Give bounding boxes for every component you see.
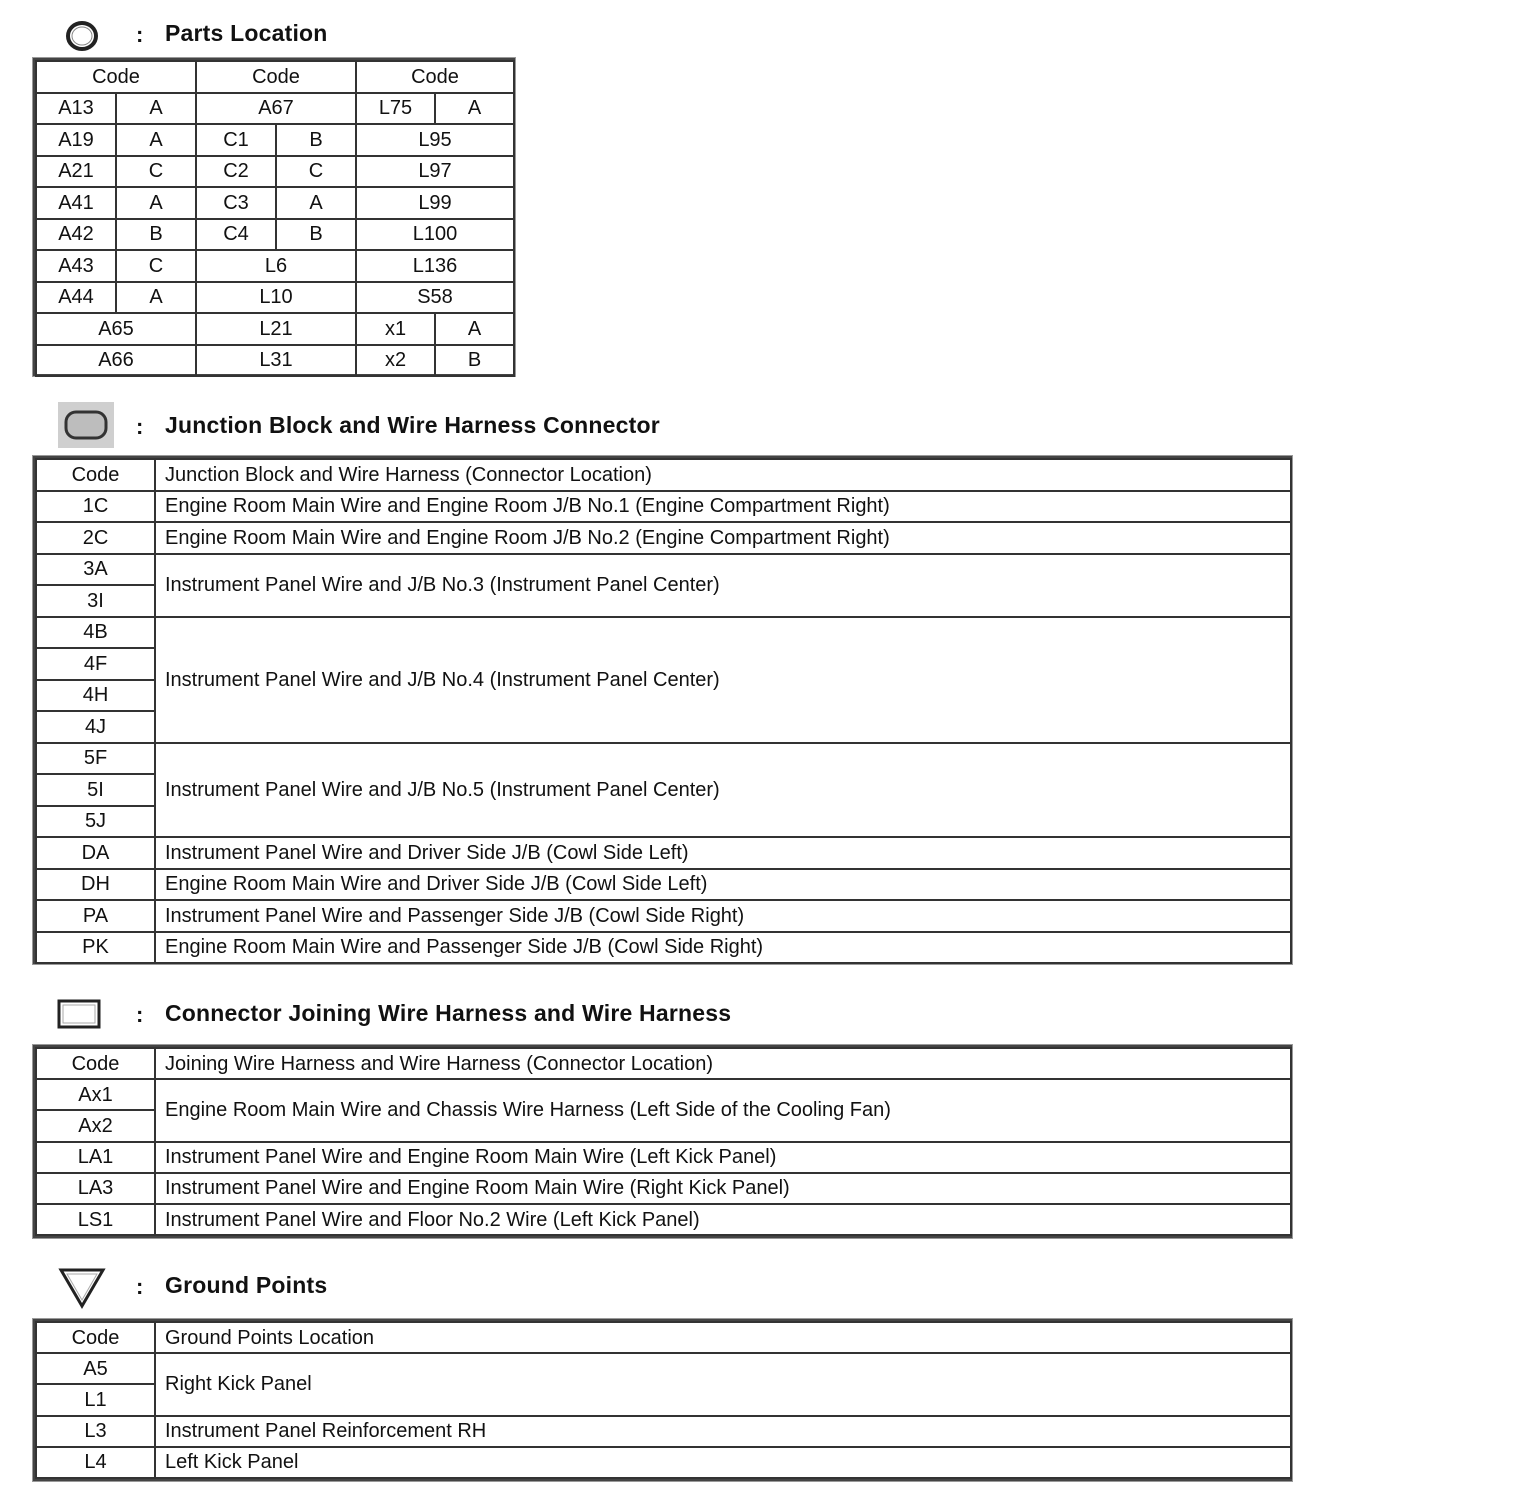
parts-location-table xyxy=(35,60,515,377)
column-header: Code xyxy=(36,61,196,93)
header-row xyxy=(36,1048,1291,1079)
part-code: L99 xyxy=(356,187,514,219)
table-row xyxy=(36,1142,1291,1173)
part-code: A41 xyxy=(36,187,116,219)
table-row xyxy=(36,1204,1291,1235)
table-row xyxy=(36,743,1291,775)
part-code: C3 xyxy=(196,187,276,219)
table-row xyxy=(36,617,1291,649)
connector-code: Ax2 xyxy=(36,1110,155,1141)
location-column-header: Ground Points Location xyxy=(155,1322,1291,1353)
location-letter: A xyxy=(116,187,196,219)
connector-location: Instrument Panel Reinforcement RH xyxy=(155,1416,1291,1447)
connector-location: Engine Room Main Wire and Chassis Wire Harness (Left Side of the Cooling Fan) xyxy=(155,1079,1291,1141)
part-code: A13 xyxy=(36,93,116,125)
part-code: L100 xyxy=(356,219,514,251)
part-code: C4 xyxy=(196,219,276,251)
connector-location: Engine Room Main Wire and Passenger Side J/B (Cowl Side Right) xyxy=(155,932,1291,964)
connector-code: L4 xyxy=(36,1447,155,1478)
connector-code: L3 xyxy=(36,1416,155,1447)
header-row xyxy=(36,1322,1291,1353)
connector-code: 4B xyxy=(36,617,155,649)
connector-location: Instrument Panel Wire and J/B No.5 (Instrument Panel Center) xyxy=(155,743,1291,838)
part-code: L21 xyxy=(196,313,356,345)
colon: : xyxy=(136,414,144,439)
connector-code: PK xyxy=(36,932,155,964)
location-letter: A xyxy=(435,313,514,345)
table-row xyxy=(36,900,1291,932)
connector-joining-table xyxy=(35,1047,1292,1236)
table-row xyxy=(36,313,514,345)
connector-code: 4F xyxy=(36,648,155,680)
column-header: Code xyxy=(356,61,514,93)
connector-code: 5F xyxy=(36,743,155,775)
table-row xyxy=(36,1416,1291,1447)
colon: : xyxy=(136,22,144,47)
header-row xyxy=(36,61,514,93)
connector-location: Instrument Panel Wire and Engine Room Main Wire (Left Kick Panel) xyxy=(155,1142,1291,1173)
parts-location-heading-row xyxy=(0,14,1300,54)
connector-code: 3I xyxy=(36,585,155,617)
connector-location: Instrument Panel Wire and J/B No.3 (Instrument Panel Center) xyxy=(155,554,1291,617)
connector-code: 2C xyxy=(36,522,155,554)
connector-location: Right Kick Panel xyxy=(155,1353,1291,1415)
location-column-header: Junction Block and Wire Harness (Connector Location) xyxy=(155,459,1291,491)
junction-block-title: Junction Block and Wire Harness Connector xyxy=(165,412,660,438)
location-letter: B xyxy=(276,124,356,156)
connector-location: Instrument Panel Wire and Engine Room Main Wire (Right Kick Panel) xyxy=(155,1173,1291,1204)
table-row xyxy=(36,156,514,188)
connector-location: Instrument Panel Wire and J/B No.4 (Instrument Panel Center) xyxy=(155,617,1291,743)
connector-code: DA xyxy=(36,837,155,869)
table-row xyxy=(36,1079,1291,1110)
part-code: x2 xyxy=(356,345,435,377)
table-row xyxy=(36,1353,1291,1384)
table-row xyxy=(36,837,1291,869)
connector-location: Instrument Panel Wire and Floor No.2 Wire (Left Kick Panel) xyxy=(155,1204,1291,1235)
part-code: A21 xyxy=(36,156,116,188)
part-code: C1 xyxy=(196,124,276,156)
table-row xyxy=(36,554,1291,586)
location-letter: A xyxy=(116,93,196,125)
part-code: L136 xyxy=(356,250,514,282)
table-row xyxy=(36,522,1291,554)
part-code: A19 xyxy=(36,124,116,156)
location-letter: A xyxy=(435,93,514,125)
connector-location: Instrument Panel Wire and Driver Side J/B (Cowl Side Left) xyxy=(155,837,1291,869)
colon: : xyxy=(136,1274,144,1299)
part-code: L75 xyxy=(356,93,435,125)
table-row xyxy=(36,282,514,314)
connector-code: Ax1 xyxy=(36,1079,155,1110)
part-code: A65 xyxy=(36,313,196,345)
part-code: A44 xyxy=(36,282,116,314)
location-letter: A xyxy=(116,124,196,156)
connector-code: 4H xyxy=(36,680,155,712)
code-column-header: Code xyxy=(36,459,155,491)
ground-points-title: Ground Points xyxy=(165,1272,328,1298)
connector-code: LA3 xyxy=(36,1173,155,1204)
part-code: L97 xyxy=(356,156,514,188)
rectangle-icon xyxy=(56,998,102,1030)
location-letter: C xyxy=(116,156,196,188)
location-letter: C xyxy=(276,156,356,188)
part-code: x1 xyxy=(356,313,435,345)
table-row xyxy=(36,187,514,219)
location-letter: A xyxy=(116,282,196,314)
connector-location: Left Kick Panel xyxy=(155,1447,1291,1478)
triangle-down-icon xyxy=(57,1266,107,1310)
code-column-header: Code xyxy=(36,1048,155,1079)
location-letter: B xyxy=(276,219,356,251)
connector-code: A5 xyxy=(36,1353,155,1384)
connector-code: 5I xyxy=(36,774,155,806)
table-row xyxy=(36,250,514,282)
table-row xyxy=(36,869,1291,901)
location-column-header: Joining Wire Harness and Wire Harness (Connector Location) xyxy=(155,1048,1291,1079)
colon: : xyxy=(136,1002,144,1027)
connector-joining-heading-row xyxy=(0,994,1300,1034)
connector-code: L1 xyxy=(36,1384,155,1415)
part-code: A67 xyxy=(196,93,356,125)
connector-code: 3A xyxy=(36,554,155,586)
table-row xyxy=(36,345,514,377)
location-letter: A xyxy=(276,187,356,219)
connector-code: PA xyxy=(36,900,155,932)
table-row xyxy=(36,124,514,156)
junction-block-heading-row xyxy=(0,402,1300,442)
connector-code: LS1 xyxy=(36,1204,155,1235)
code-column-header: Code xyxy=(36,1322,155,1353)
connector-code: 4J xyxy=(36,711,155,743)
part-code: A42 xyxy=(36,219,116,251)
part-code: L6 xyxy=(196,250,356,282)
rounded-rectangle-shaded-icon xyxy=(58,402,114,448)
part-code: L31 xyxy=(196,345,356,377)
location-letter: B xyxy=(116,219,196,251)
ground-points-table xyxy=(35,1321,1292,1479)
connector-location: Instrument Panel Wire and Passenger Side J/B (Cowl Side Right) xyxy=(155,900,1291,932)
location-letter: C xyxy=(116,250,196,282)
table-row xyxy=(36,1173,1291,1204)
connector-code: 5J xyxy=(36,806,155,838)
part-code: A43 xyxy=(36,250,116,282)
header-row xyxy=(36,459,1291,491)
part-code: C2 xyxy=(196,156,276,188)
table-row xyxy=(36,93,514,125)
connector-location: Engine Room Main Wire and Driver Side J/B (Cowl Side Left) xyxy=(155,869,1291,901)
table-row xyxy=(36,932,1291,964)
connector-location: Engine Room Main Wire and Engine Room J/B No.1 (Engine Compartment Right) xyxy=(155,491,1291,523)
connector-code: DH xyxy=(36,869,155,901)
connector-code: LA1 xyxy=(36,1142,155,1173)
circle-icon xyxy=(63,18,101,54)
connector-joining-title: Connector Joining Wire Harness and Wire Harness xyxy=(165,1000,732,1026)
ground-points-heading-row xyxy=(0,1264,1300,1304)
part-code: A66 xyxy=(36,345,196,377)
part-code: L10 xyxy=(196,282,356,314)
junction-block-table xyxy=(35,458,1292,964)
connector-code: 1C xyxy=(36,491,155,523)
part-code: L95 xyxy=(356,124,514,156)
part-code: S58 xyxy=(356,282,514,314)
table-row xyxy=(36,491,1291,523)
table-row xyxy=(36,1447,1291,1478)
column-header: Code xyxy=(196,61,356,93)
connector-location: Engine Room Main Wire and Engine Room J/B No.2 (Engine Compartment Right) xyxy=(155,522,1291,554)
parts-location-title: Parts Location xyxy=(165,20,328,46)
location-letter: B xyxy=(435,345,514,377)
table-row xyxy=(36,219,514,251)
